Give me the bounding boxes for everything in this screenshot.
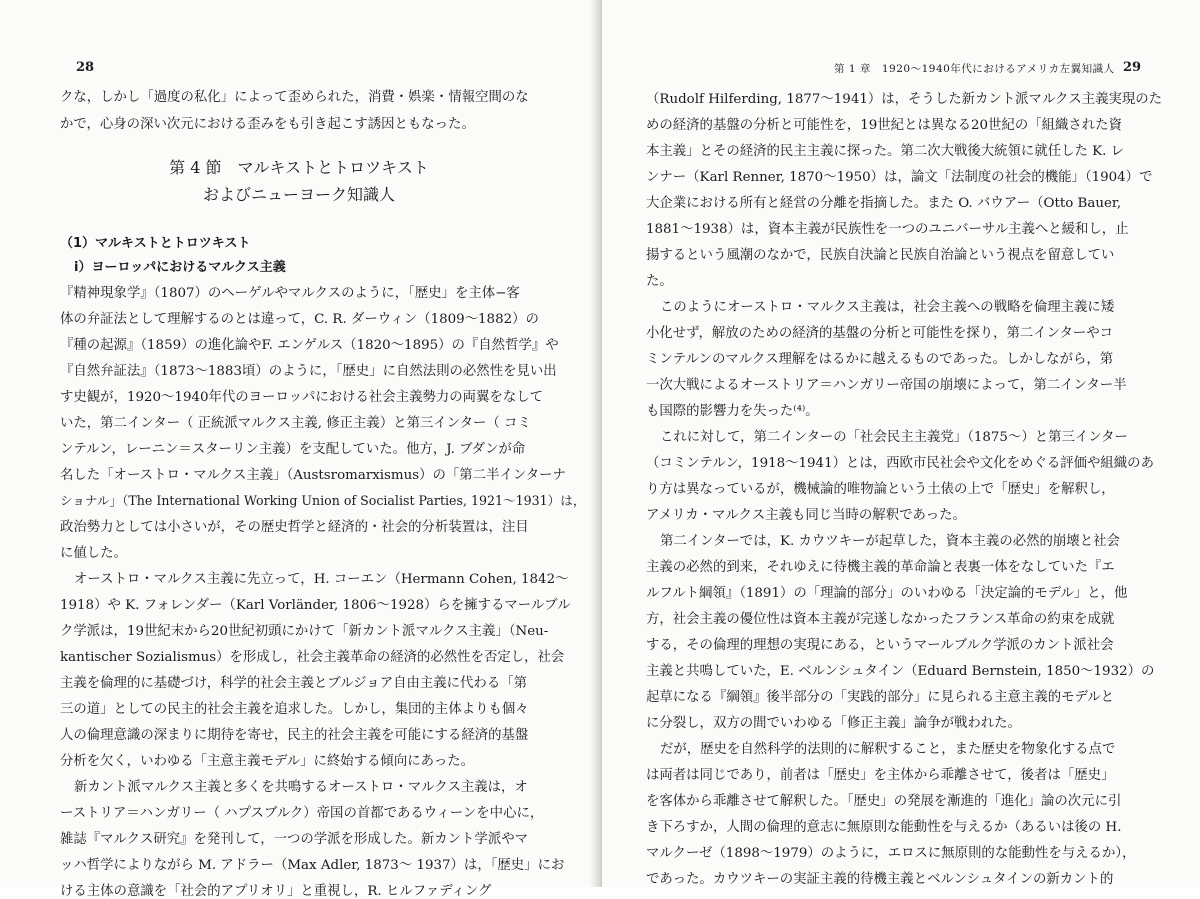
text-line: ミンテルンのマルクス理解をはるかに越えるものであった。しかしながら，第 [646, 352, 1114, 367]
text-line: 新カント派マルクス主義と多くを共鳴するオーストロ・マルクス主義は，オ [74, 780, 528, 795]
text-line: 雑誌『マルクス研究』を発刊して，一つの学派を形成した。新カント学派やマ [60, 832, 528, 847]
text-line: かで，心身の深い次元における歪みをも引き起こす誘因ともなった。 [60, 117, 475, 132]
text-line: り方は異なっているが，機械論的唯物論という土俵の上で「歴史」を解釈し， [646, 482, 1115, 497]
text-line: ッハ哲学によりながら M. アドラー（Max Adler, 1873〜 1937）は，「歴史」にお [60, 858, 565, 873]
text-line: 体の弁証法として理解するのとは違って，C. R. ダーウィン（1809〜1882）の [60, 312, 539, 327]
section-title: 第 4 節 マルキストとトロツキスト [169, 158, 429, 177]
text-line: ける主体の意識を「社会的アプリオリ」と重視し，R. ヒルファディング [60, 884, 492, 899]
text-line: （コミンテルン，1918〜1941）とは，西欧市民社会や文化をめぐる評価や組織のあ [646, 456, 1154, 471]
text-line: 主義と共鳴していた，E. ベルンシュタイン（Eduard Bernstein, 1850〜1932）の [646, 664, 1155, 679]
right-page [602, 0, 1200, 887]
text-line: これに対して，第二インターの「社会民主主義党」（1875〜）と第三インター [660, 430, 1128, 445]
text-line: は両者は同じであり，前者は「歴史」を主体から乖離させて，後者は「歴史」 [646, 768, 1115, 783]
text-line: 人の倫理意識の深まりに期待を寄せ，民主的社会主義を可能にする経済的基盤 [60, 728, 529, 743]
text-line: 主義の必然的到来，それゆえに待機主義的革命論と表裏一体をなしていた『エ [646, 560, 1115, 575]
text-line: に値した。 [60, 546, 127, 561]
text-line: 『種の起源』（1859）の進化論やF. エンゲルス（1820〜1895）の『自然哲学』や [60, 338, 559, 353]
text-line: オーストロ・マルクス主義に先立って，H. コーエン（Hermann Cohen, 1842〜 [74, 572, 569, 587]
text-line: であった。カウツキーの実証主義的待機主義とベルンシュタインの新カント的 [646, 872, 1114, 887]
text-line: マルクーゼ（1898〜1979）のように，エロスに無原則的な能動性を与えるか）， [646, 846, 1136, 861]
text-line: 三の道」としての民主的社会主義を追求した。しかし，集団的主体よりも個々 [60, 702, 529, 717]
text-line: クな，しかし「過度の私化」によって歪められた，消費・娯楽・情報空間のな [60, 90, 529, 105]
left-page [0, 0, 598, 899]
text-line: す史観が，1920〜1940年代のヨーロッパにおける社会主義勢力の両翼をなして [60, 390, 543, 405]
text-line: 主義を倫理的に基礎づけ，科学的社会主義とブルジョア自由主義に代わる「第 [60, 676, 527, 691]
text-line: ショナル」（The International Working Union of Socialist Parties, 1921〜1931）は， [60, 493, 586, 508]
text-line: 第二インターでは，K. カウツキーが起草した，資本主義の必然的崩壊と社会 [660, 534, 1120, 549]
text-line: めの経済的基盤の分析と可能性を，19世紀とは異なる20世紀の「組織された資 [646, 118, 1122, 133]
text-line: 政治勢力としては小さいが，その歴史哲学と経済的・社会的分析装置は，注目 [60, 520, 529, 535]
running-head: 第 1 章 1920〜1940年代におけるアメリカ左翼知識人 [834, 63, 1115, 75]
text-line: を客体から乖離させて解釈した。「歴史」の発展を漸進的「進化」論の次元に引 [646, 794, 1122, 809]
text-line: ーストリア＝ハンガリー（ ハプスブルク）帝国の首都であるウィーンを中心に， [60, 806, 544, 821]
text-line: する，その倫理的理想の実現にある，というマールブルク学派のカント派社会 [646, 638, 1114, 653]
text-line: 本主義」とその経済的民主主義に探った。第二次大戦後大統領に就任した K. レ [646, 144, 1125, 159]
text-line: 一次大戦によるオーストリア＝ハンガリー帝国の崩壊によって，第二インター半 [646, 378, 1127, 393]
text-line: 1918）や K. フォレンダー（Karl Vorländer, 1806〜1928）らを擁するマールブル [60, 598, 571, 613]
text-line: ンテルン，レーニン＝スターリン主義）を支配していた。他方，J. ブダンが命 [60, 442, 526, 457]
text-line: に分裂し，双方の間でいわゆる「修正主義」論争が戦われた。 [646, 716, 1021, 731]
text-line: 大企業における所有と経営の分離を指摘した。また O. バウアー（Otto Bauer, [646, 196, 1122, 211]
text-line: 1881〜1938）は，資本主義が民族性を一つのユニバーサル主義へと緩和し，止 [646, 222, 1129, 237]
text-line: 名した「オーストロ・マルクス主義」（Austsromarxismus）の「第二半インターナ [60, 468, 566, 483]
text-line: だが，歴史を自然科学的法則的に解釈すること，また歴史を物象化する点で [660, 742, 1116, 757]
text-line: 『自然弁証法』（1873〜1883頃）のように，「歴史」に自然法則の必然性を見い出 [60, 364, 557, 379]
text-line: いた，第二インター（ 正統派マルクス主義, 修正主義）と第三インター（ コミ [60, 416, 531, 431]
text-line: （Rudolf Hilferding, 1877〜1941）は，そうした新カント派マルクス主義実現のた [646, 92, 1163, 107]
text-line: 分析を欠く，いわゆる「主意主義モデル」に終始する傾向にあった。 [60, 754, 475, 769]
text-line: 起草になる『綱領』後半部分の「実践的部分」に見られる主意主義的モデルと [646, 690, 1114, 705]
page-number-left: 28 [76, 60, 95, 75]
subheading: （1）マルキストとトロツキスト [60, 236, 251, 251]
text-line: 『精神現象学』（1807）のヘーゲルやマルクスのように，「歴史」を主体−客 [60, 286, 520, 301]
text-line: ク学派は，19世紀末から20世紀初頭にかけて「新カント派マルクス主義」（Neu- [60, 624, 549, 639]
text-line: このようにオーストロ・マルクス主義は，社会主義への戦略を倫理主義に矮 [660, 300, 1115, 315]
text-line: た。 [646, 274, 673, 289]
text-line: アメリカ・マルクス主義も同じ当時の解釈であった。 [646, 508, 966, 523]
text-line: ンナー（Karl Renner, 1870〜1950）は，論文「法制度の社会的機能」（1904）で [646, 170, 1153, 185]
text-line: 揚するという風潮のなかで，民族自決論と民族自治論という視点を留意してい [646, 248, 1115, 263]
text-line: も国際的影響力を失った⁽⁴⁾。 [646, 404, 819, 419]
text-line: ルフルト綱領』（1891）の「理論的部分」のいわゆる「決定論的モデル」と，他 [646, 586, 1128, 601]
text-line: 方，社会主義の優位性は資本主義が完遂しなかったフランス革命の約束を成就 [646, 612, 1115, 627]
subheading: ⅰ）ヨーロッパにおけるマルクス主義 [74, 260, 286, 275]
section-title: およびニューヨーク知識人 [202, 185, 395, 204]
text-line: 小化せず，解放のための経済的基盤の分析と可能性を探り，第二インターやコ [646, 326, 1114, 341]
text-line: き下ろすか，人間の倫理的意志に無原則な能動性を与えるか（あるいは後の H. [646, 820, 1122, 835]
page-number-right: 29 [1123, 60, 1142, 75]
text-line: kantischer Sozialismus）を形成し，社会主義革命の経済的必然性を否定し，社会 [60, 650, 565, 665]
